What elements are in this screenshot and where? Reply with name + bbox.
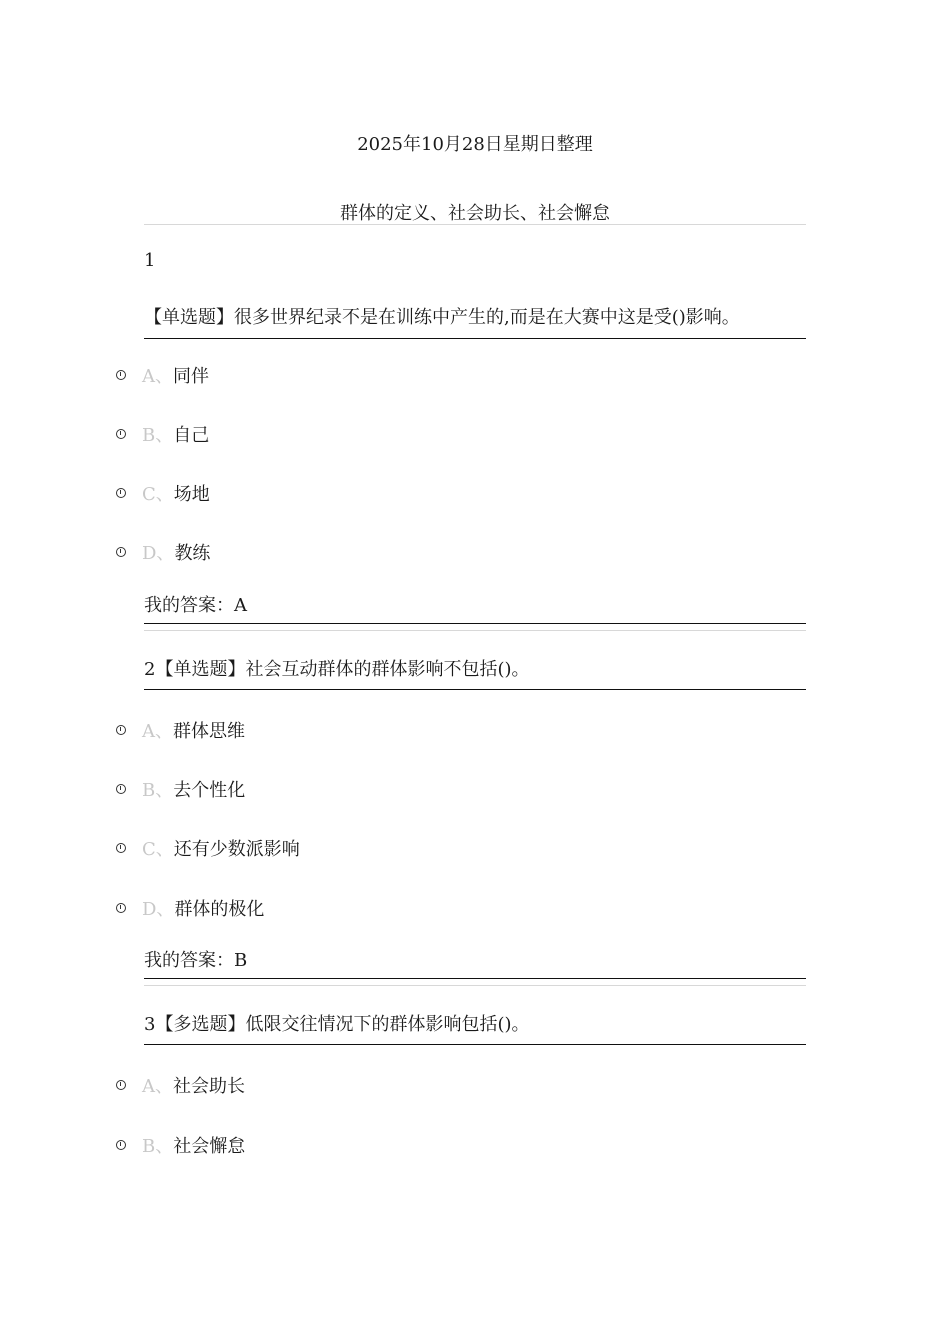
question-2-stem: 2【单选题】社会互动群体的群体影响不包括()。	[144, 659, 530, 680]
option-letter: A、	[142, 1076, 173, 1097]
question-1-stem-underline	[144, 338, 806, 339]
question-2-option-c[interactable]	[116, 834, 300, 862]
question-divider	[144, 985, 806, 986]
question-3-stem-underline	[144, 1044, 806, 1045]
option-text: 群体的极化	[174, 899, 265, 920]
question-divider	[144, 630, 806, 631]
radio-icon[interactable]	[116, 429, 126, 439]
option-text: 还有少数派影响	[173, 839, 300, 860]
question-1-option-a[interactable]	[116, 361, 209, 389]
question-1-option-b[interactable]	[116, 420, 209, 448]
question-2-option-b[interactable]	[116, 775, 245, 803]
question-3-stem: 3【多选题】低限交往情况下的群体影响包括()。	[144, 1014, 530, 1035]
option-letter: B、	[142, 780, 174, 801]
option-text: 社会懈怠	[173, 1136, 246, 1157]
option-letter: C、	[142, 484, 174, 505]
question-1-stem: 【单选题】很多世界纪录不是在训练中产生的,而是在大赛中这是受()影响。	[144, 307, 740, 328]
option-letter: B、	[142, 1136, 174, 1157]
radio-icon[interactable]	[116, 843, 126, 853]
question-1-option-c[interactable]	[116, 479, 210, 507]
section-title: 群体的定义、社会助长、社会懈怠	[340, 203, 610, 224]
question-2-option-d[interactable]	[116, 894, 264, 922]
radio-icon[interactable]	[116, 784, 126, 794]
section-divider	[144, 224, 806, 225]
option-text: 群体思维	[173, 721, 245, 742]
question-1-answer-underline	[144, 623, 806, 624]
radio-icon[interactable]	[116, 1140, 126, 1150]
radio-icon[interactable]	[116, 547, 126, 557]
radio-icon[interactable]	[116, 370, 126, 380]
option-letter: D、	[142, 899, 175, 920]
question-2-stem-underline	[144, 689, 806, 690]
radio-icon[interactable]	[116, 1080, 126, 1090]
option-letter: C、	[142, 839, 174, 860]
option-letter: D、	[142, 543, 175, 564]
option-letter: B、	[142, 425, 174, 446]
question-2-answer: 我的答案：B	[144, 950, 248, 971]
radio-icon[interactable]	[116, 488, 126, 498]
question-2-answer-underline	[144, 978, 806, 979]
option-text: 去个性化	[173, 780, 246, 801]
option-text: 自己	[173, 425, 210, 446]
question-3-option-a[interactable]	[116, 1071, 245, 1099]
option-text: 社会助长	[173, 1076, 245, 1097]
question-1-number: 1	[144, 250, 156, 271]
document-date: 2025年10月28日星期日整理	[357, 134, 593, 155]
option-text: 同伴	[173, 366, 209, 387]
option-text: 教练	[174, 543, 211, 564]
option-letter: A、	[142, 366, 173, 387]
question-2-option-a[interactable]	[116, 716, 245, 744]
option-letter: A、	[142, 721, 173, 742]
option-text: 场地	[173, 484, 210, 505]
radio-icon[interactable]	[116, 725, 126, 735]
question-3-option-b[interactable]	[116, 1131, 245, 1159]
radio-icon[interactable]	[116, 903, 126, 913]
question-1-option-d[interactable]	[116, 538, 210, 566]
question-1-answer: 我的答案：A	[144, 595, 247, 616]
